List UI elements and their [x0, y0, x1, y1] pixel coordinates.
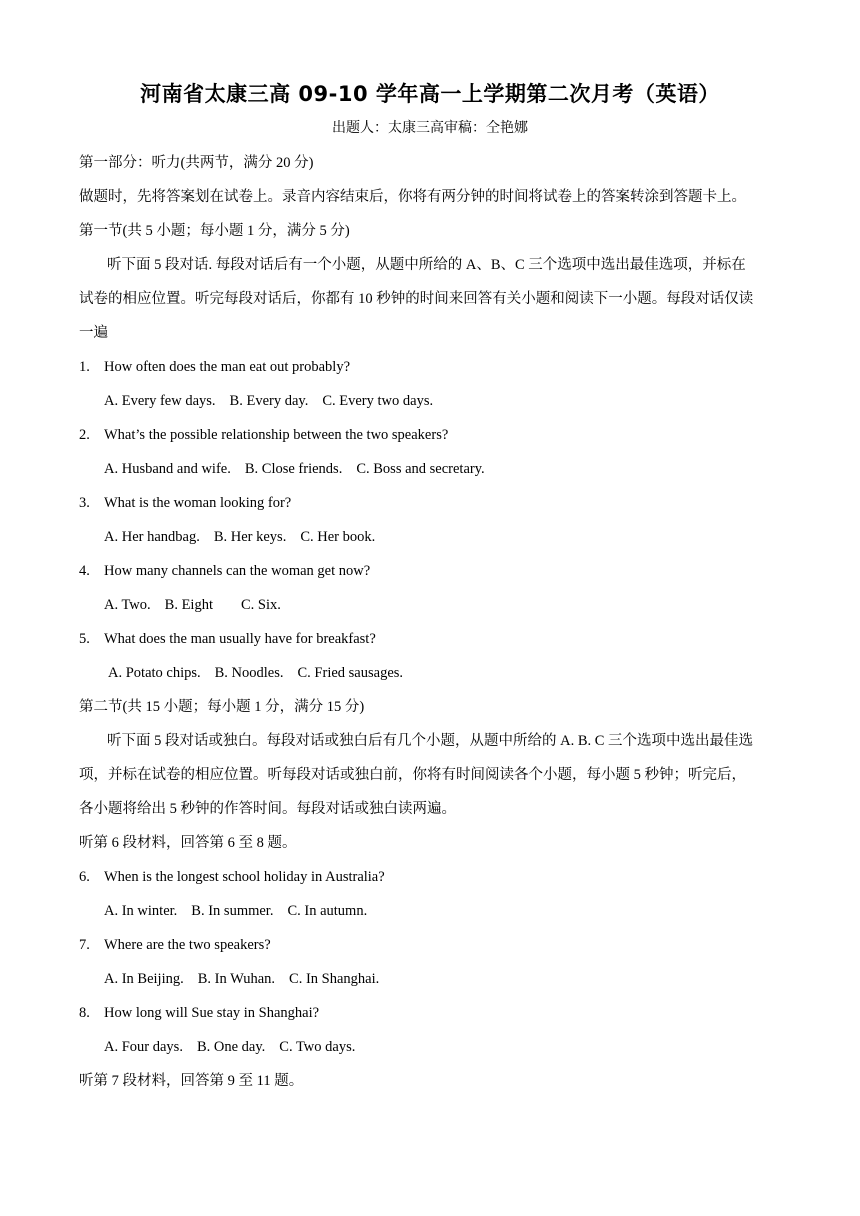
part1-heading: 第一部分：听力(共两节，满分 20 分) [79, 155, 314, 171]
question-4-options [104, 595, 809, 615]
option-a: A. Husband and wife. [104, 461, 231, 477]
question-8-options [104, 1037, 809, 1057]
question-1 [79, 357, 784, 377]
option-c: C. Six. [241, 597, 281, 613]
part1-instruction: 做题时，先将答案划在试卷上。录音内容结束后，你将有两分钟的时间将试卷上的答案转涂到答题卡上。 [79, 189, 746, 205]
option-a: A. Her handbag. [104, 529, 200, 545]
question-6 [79, 867, 784, 887]
option-a: A. Two. [104, 597, 151, 613]
option-b: B. Her keys. [213, 529, 287, 545]
question-text: How many channels can the woman get now? [104, 563, 371, 579]
option-a: A. In winter. [104, 903, 178, 919]
option-b: B. In Wuhan. [197, 971, 276, 987]
exam-title: 河南省太康三高 09-10 学年高一上学期第二次月考（英语） [140, 82, 720, 106]
question-text: Where are the two speakers? [104, 937, 271, 953]
option-b: B. Noodles. [214, 665, 284, 681]
option-c: C. Boss and secretary. [356, 461, 485, 477]
question-6-options [104, 901, 809, 921]
question-3 [79, 493, 784, 513]
material-6-heading: 听第 6 段材料，回答第 6 至 8 题。 [79, 835, 297, 851]
option-a: A. Potato chips. [108, 665, 201, 681]
section2-intro-line1: 听下面 5 段对话或独白。每段对话或独白后有几个小题，从题中所给的 A. B. C 三个选项中选出最佳选 [107, 733, 754, 749]
question-3-options [104, 527, 809, 547]
section1-heading: 第一节(共 5 小题；每小题 1 分，满分 5 分) [79, 223, 350, 239]
question-number: 5. [79, 631, 90, 647]
section1-intro-line1: 听下面 5 段对话. 每段对话后有一个小题，从题中所给的 A、B、C 三个选项中选出最佳选项，并标在 [107, 257, 746, 273]
option-c: C. In autumn. [287, 903, 368, 919]
option-a: A. Four days. [104, 1039, 183, 1055]
section1-intro-line2: 试卷的相应位置。听完每段对话后，你都有 10 秒钟的时间来回答有关小题和阅读下一小题。每段对话仅读 [79, 291, 754, 307]
question-number: 7. [79, 937, 90, 953]
option-b: B. In summer. [191, 903, 274, 919]
option-c: C. Two days. [279, 1039, 356, 1055]
option-a: A. Every few days. [104, 393, 216, 409]
question-number: 1. [79, 359, 90, 375]
option-b: B. Close friends. [244, 461, 343, 477]
question-4 [79, 561, 784, 581]
question-2-options [104, 459, 809, 479]
section2-intro-line3: 各小题将给出 5 秒钟的作答时间。每段对话或独白读两遍。 [79, 801, 456, 817]
question-5 [79, 629, 784, 649]
author-line: 出题人：太康三高审稿：仝艳娜 [332, 121, 528, 136]
question-7 [79, 935, 784, 955]
question-text: What is the woman looking for? [104, 495, 292, 511]
question-2 [79, 425, 784, 445]
option-c: C. In Shanghai. [289, 971, 380, 987]
option-c: C. Every two days. [322, 393, 434, 409]
option-a: A. In Beijing. [104, 971, 184, 987]
question-number: 3. [79, 495, 90, 511]
material-7-heading: 听第 7 段材料，回答第 9 至 11 题。 [79, 1073, 304, 1089]
question-7-options [104, 969, 809, 989]
question-number: 2. [79, 427, 90, 443]
question-8 [79, 1003, 784, 1023]
question-1-options [104, 391, 809, 411]
section2-heading: 第二节(共 15 小题；每小题 1 分，满分 15 分) [79, 699, 365, 715]
option-c: C. Fried sausages. [297, 665, 404, 681]
question-number: 8. [79, 1005, 90, 1021]
question-5-options [108, 663, 813, 683]
option-b: B. One day. [196, 1039, 266, 1055]
question-number: 4. [79, 563, 90, 579]
question-text: When is the longest school holiday in Australia? [104, 869, 385, 885]
section2-intro-line2: 项，并标在试卷的相应位置。听每段对话或独白前，你将有时间阅读各个小题，每小题 5 秒钟；听完后， [79, 767, 746, 783]
question-text: How often does the man eat out probably? [104, 359, 351, 375]
question-number: 6. [79, 869, 90, 885]
option-b: B. Eight [164, 597, 213, 613]
section1-intro-line3: 一遍 [79, 325, 108, 341]
option-b: B. Every day. [229, 393, 309, 409]
option-c: C. Her book. [300, 529, 376, 545]
question-text: How long will Sue stay in Shanghai? [104, 1005, 320, 1021]
question-text: What does the man usually have for breakfast? [104, 631, 376, 647]
question-text: What’s the possible relationship between the two speakers? [104, 427, 449, 443]
